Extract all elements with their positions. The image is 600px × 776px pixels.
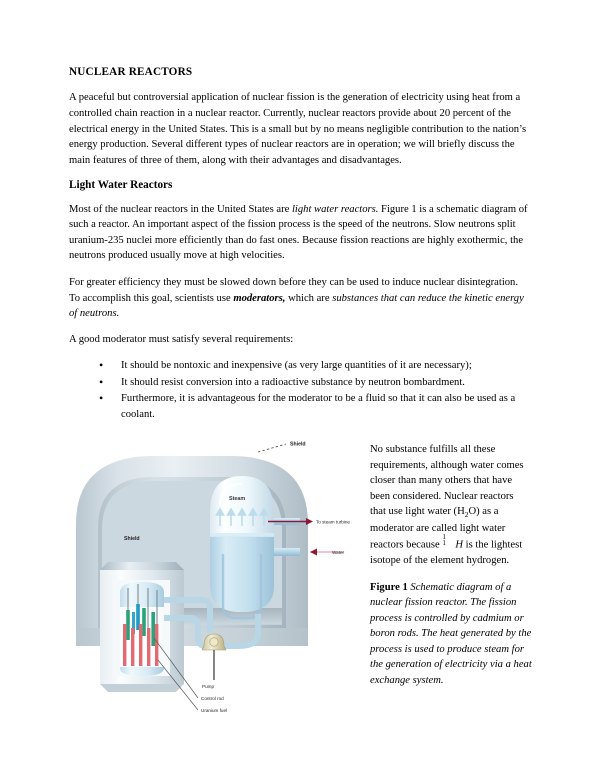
paragraph-moderators xyxy=(69,275,531,322)
steam-turbine-arrowhead-icon xyxy=(306,518,313,525)
isotope-atomic-number: 1 xyxy=(442,538,446,547)
water-arrowhead-icon xyxy=(310,549,317,556)
requirements-list xyxy=(69,358,531,422)
shield-inner-label: Shield xyxy=(124,536,140,542)
shield-outer-leader xyxy=(258,444,286,452)
pump-label: Pump xyxy=(202,684,215,689)
sidebar-part3: is the lightest isotope of the element hydrogen. xyxy=(370,539,523,566)
water-label: Water xyxy=(332,550,345,555)
fuel-rod xyxy=(123,624,126,666)
control-rod xyxy=(126,610,130,640)
para2-italic-light-water-reactors: light water reactors. xyxy=(291,203,379,215)
control-rod-label: Control rod xyxy=(201,696,224,701)
shield-box-top xyxy=(100,562,184,570)
fuel-rod xyxy=(147,628,150,666)
sidebar-part2: O) as a moderator are called light water reactors because xyxy=(370,506,506,551)
list-intro-paragraph: A good moderator must satisfy several requirements: xyxy=(69,333,294,345)
figure-caption xyxy=(370,580,532,689)
section-heading-light-water-reactors: Light Water Reactors xyxy=(69,179,173,192)
para3-part1: For greater efficiency they must be slowed down before they can be used to induce nuclear disintegration. To accomplish this goal, scientists use xyxy=(69,276,519,304)
control-rod xyxy=(151,612,155,646)
para2-part2: Figure 1 is a schematic diagram of such a reactor. An important aspect of the fission process is the speed of the neutrons. Slow neutrons split uranium-235 nuclei more efficiently than do fast ones. Because fission reactions are highly exothermic, the neutrons produced usually move at high velocities. xyxy=(69,203,528,262)
isotope-symbol: H xyxy=(455,539,464,551)
sidebar-part1: No substance fulfills all these requirements, although water comes closer than many others that have been considered. Nuclear reactors that use light water (H xyxy=(370,444,524,518)
uranium-fuel-label: Uranium fuel xyxy=(201,708,228,713)
figure-caption-label: Figure 1 xyxy=(370,581,408,593)
reactor-core xyxy=(120,582,164,676)
figure-caption-text: Schematic diagram of a nuclear fission reactor. The fission process is controlled by cadmium or boron rods. The heat generated by the process is used to produce steam for the generation of electricity via a heat exchange system. xyxy=(370,581,532,686)
coolant-pump xyxy=(202,634,226,680)
water-inlet-pipe xyxy=(274,548,300,556)
list-item: • Furthermore, it is advantageous for the moderator to be a fluid so that it can also be used as a coolant. xyxy=(99,391,531,422)
document-body xyxy=(69,66,531,432)
isotope-notation xyxy=(442,532,448,548)
fuel-rod xyxy=(155,624,158,666)
list-item: • It should resist conversion into a radioactive substance by neutron bombardment. xyxy=(99,375,531,391)
list-item: • It should be nontoxic and inexpensive (as very large quantities of it are necessary); xyxy=(99,358,531,374)
pump-impeller-icon xyxy=(210,638,218,646)
fuel-rod xyxy=(139,624,142,666)
para3-part2: which are xyxy=(285,292,333,304)
para3-bold-italic-moderators: moderators, xyxy=(233,292,286,304)
steam-label: Steam xyxy=(229,496,246,502)
h2o-subscript: 2 xyxy=(464,510,469,520)
para2-part1: Most of the nuclear reactors in the United States are xyxy=(69,203,292,215)
shield-outer-label: Shield xyxy=(290,441,306,448)
vessel-water-line xyxy=(210,533,274,537)
steam-outlet xyxy=(268,518,313,525)
sidebar-text-column xyxy=(370,442,532,699)
para3-italic-definition: substances that can reduce the kinetic energy of neutrons. xyxy=(69,292,524,320)
fuel-rod xyxy=(131,628,134,666)
reactor-schematic-figure xyxy=(62,432,367,732)
page-title: NUCLEAR REACTORS xyxy=(69,66,193,78)
isotope-mass-number: 1 xyxy=(442,532,446,541)
to-steam-turbine-label: To steam turbine xyxy=(316,519,350,525)
vessel-water-fill xyxy=(210,536,274,612)
intro-paragraph: A peaceful but controversial application of nuclear fission is the generation of electricity using heat from a controlled chain reaction in a nuclear reactor. Currently, nuclear reactors provide about 20 percent of the electrical energy in the United States. This is a small but by no means negligible contribution to the nation’s energy production. Several different types of nuclear reactors are in operation; we will briefly discuss the main features of three of them, along with their advantages and disadvantages. xyxy=(69,92,527,166)
shield-box-base xyxy=(100,684,184,692)
shield-outer-leader-line xyxy=(258,444,286,452)
control-rod xyxy=(142,608,146,636)
paragraph-light-water-reactors xyxy=(69,202,531,264)
sidebar-paragraph xyxy=(370,442,532,569)
